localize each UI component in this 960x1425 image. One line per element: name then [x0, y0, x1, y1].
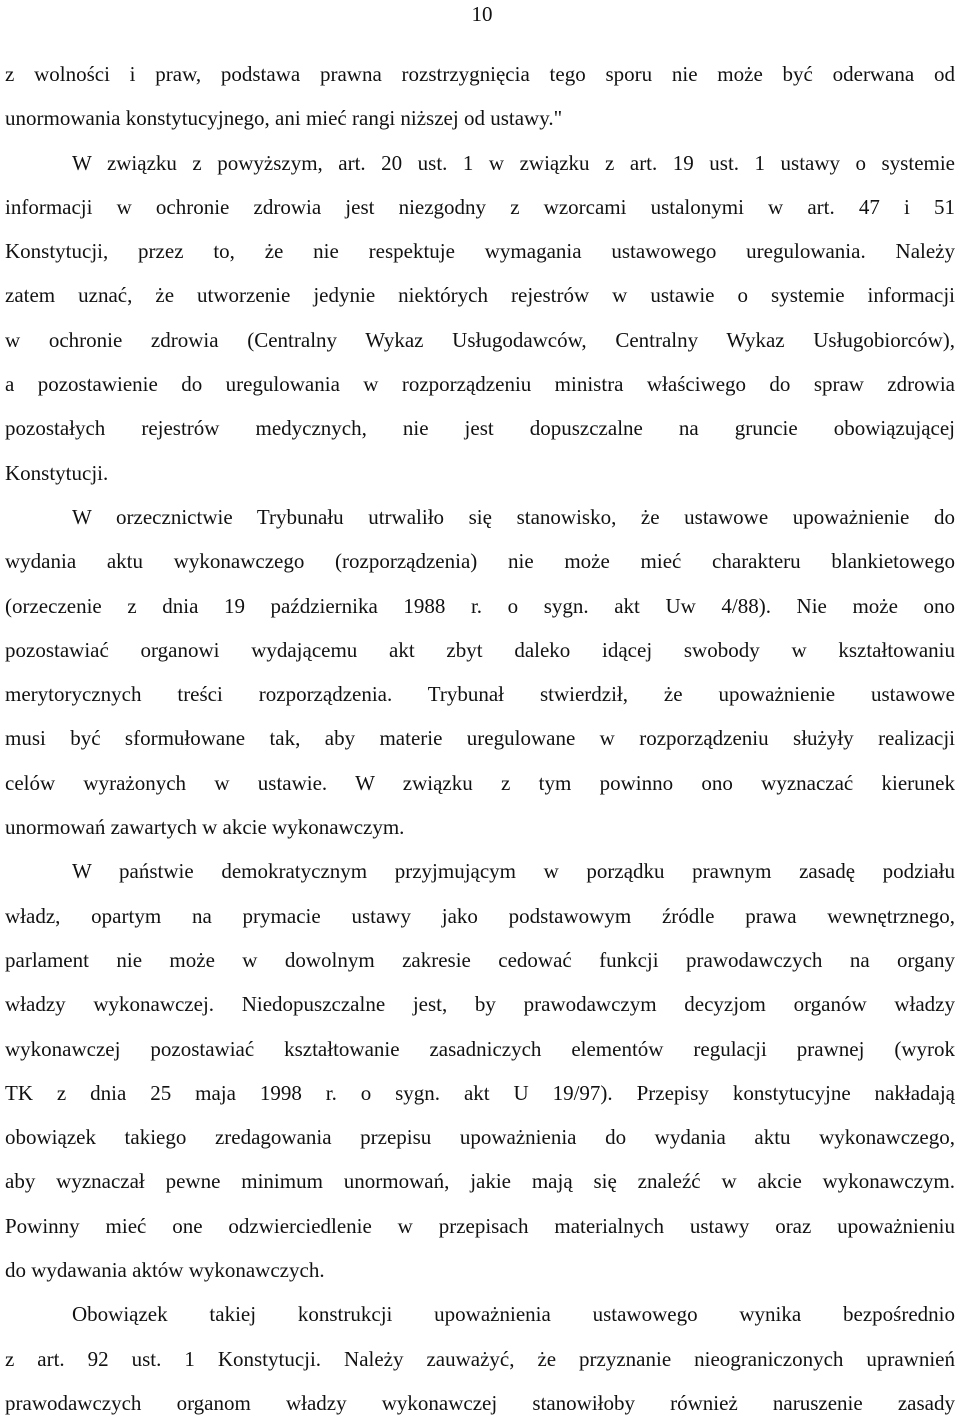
text-line: Powinny mieć one odzwierciedlenie w przepisach materialnych ustawy oraz upoważnieniu: [5, 1213, 955, 1238]
text-line: do wydawania aktów wykonawczych.: [5, 1258, 325, 1283]
text-line: władz, opartym na prymacie ustawy jako podstawowym źródle prawa wewnętrznego,: [5, 903, 955, 928]
text-line: prawodawczych organom władzy wykonawczej stanowiłoby również naruszenie zasady: [5, 1390, 955, 1415]
text-line: Obowiązek takiej konstrukcji upoważnienia ustawowego wynika bezpośrednio: [72, 1302, 955, 1327]
text-line: Konstytucji, przez to, że nie respektuje wymagania ustawowego uregulowania. Należy: [5, 239, 955, 264]
text-line: unormowań zawartych w akcie wykonawczym.: [5, 815, 405, 840]
text-line: Konstytucji.: [5, 460, 109, 485]
text-line: aby wyznaczał pewne minimum unormowań, jakie mają się znaleźć w akcie wykonawczym.: [5, 1169, 955, 1194]
text-line: wydania aktu wykonawczego (rozporządzenia) nie może mieć charakteru blankietowego: [5, 549, 955, 574]
text-line: TK z dnia 25 maja 1998 r. o sygn. akt U 19/97). Przepisy konstytucyjne nakładają: [5, 1080, 955, 1105]
text-line: a pozostawienie do uregulowania w rozporządzeniu ministra właściwego do spraw zdrowia: [5, 372, 955, 397]
text-line: informacji w ochronie zdrowia jest niezgodny z wzorcami ustalonymi w art. 47 i 51: [5, 194, 955, 219]
page-number: 10: [471, 2, 493, 26]
text-line: w ochronie zdrowia (Centralny Wykaz Usługodawców, Centralny Wykaz Usługobiorców),: [5, 327, 955, 352]
text-line: pozostałych rejestrów medycznych, nie jest dopuszczalne na gruncie obowiązującej: [5, 416, 955, 441]
text-line: W orzecznictwie Trybunału utrwaliło się stanowisko, że ustawowe upoważnienie do: [72, 504, 955, 529]
text-line: z art. 92 ust. 1 Konstytucji. Należy zauważyć, że przyznanie nieograniczonych uprawnień: [5, 1346, 955, 1371]
text-line: pozostawiać organowi wydającemu akt zbyt daleko idącej swobody w kształtowaniu: [5, 637, 955, 662]
text-line: zatem uznać, że utworzenie jedynie niektórych rejestrów w ustawie o systemie informacji: [5, 283, 955, 308]
text-line: parlament nie może w dowolnym zakresie cedować funkcji prawodawczych na organy: [5, 947, 955, 972]
text-line: W związku z powyższym, art. 20 ust. 1 w związku z art. 19 ust. 1 ustawy o systemie: [72, 150, 955, 175]
text-line: wykonawczej pozostawiać kształtowanie zasadniczych elementów regulacji prawnej (wyrok: [5, 1036, 955, 1061]
text-line: obowiązek takiego zredagowania przepisu upoważnienia do wydania aktu wykonawczego,: [5, 1125, 955, 1150]
text-line: W państwie demokratycznym przyjmującym w porządku prawnym zasadę podziału: [72, 859, 955, 884]
document-body: [5, 52, 955, 1425]
text-line: musi być sformułowane tak, aby materie uregulowane w rozporządzeniu służyły realizacji: [5, 726, 955, 751]
text-line: władzy wykonawczej. Niedopuszczalne jest, by prawodawczym decyzjom organów władzy: [5, 992, 955, 1017]
text-line: unormowania konstytucyjnego, ani mieć rangi niższej od ustawy.": [5, 106, 563, 131]
text-line: merytorycznych treści rozporządzenia. Trybunał stwierdził, że upoważnienie ustawowe: [5, 682, 955, 707]
text-line: z wolności i praw, podstawa prawna rozstrzygnięcia tego sporu nie może być oderwana od: [5, 62, 955, 86]
text-line: celów wyrażonych w ustawie. W związku z tym powinno ono wyznaczać kierunek: [5, 770, 955, 795]
text-line: (orzeczenie z dnia 19 października 1988 r. o sygn. akt Uw 4/88). Nie może ono: [5, 593, 955, 618]
